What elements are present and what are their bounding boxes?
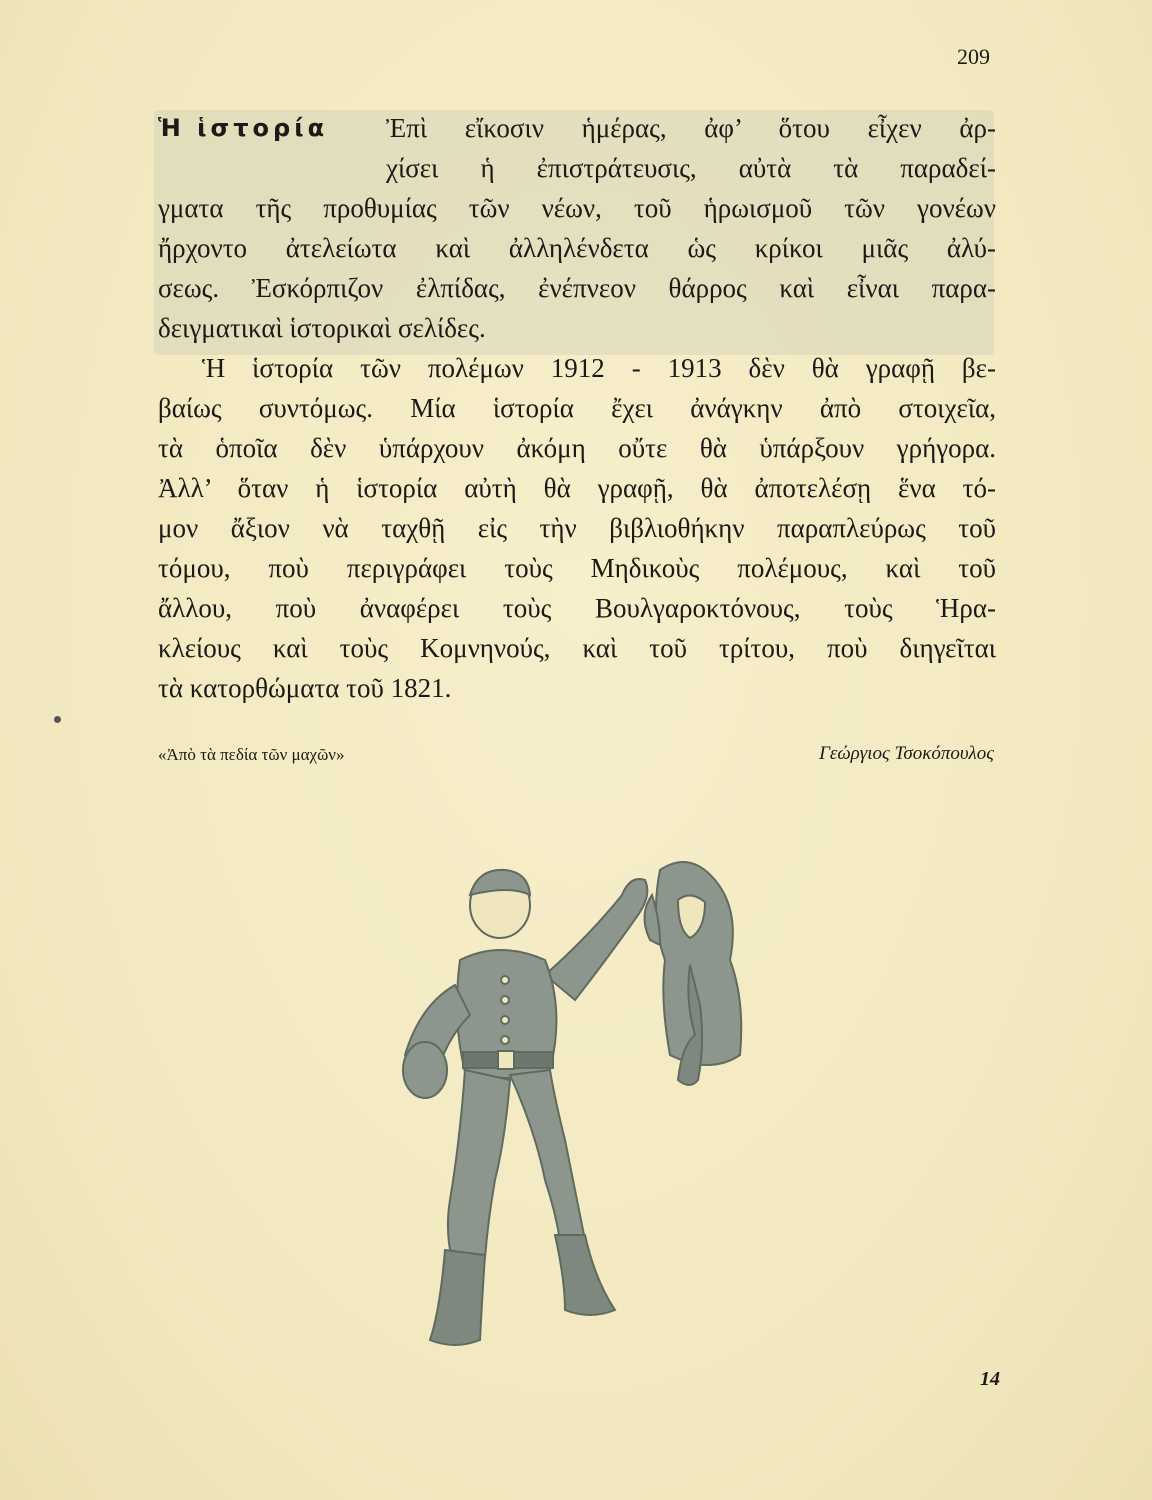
text-line: Ἐπὶ εἴκοσιν ἡμέρας, ἀφ’ ὅτου εἶχεν ἀρ- <box>386 113 996 143</box>
source-citation: «Ἀπὸ τὰ πεδία τῶν μαχῶν» <box>158 745 345 764</box>
text-line: Ἀλλ’ ὅταν ἡ ἱστορία αὐτὴ θὰ γραφῇ, θὰ ἀποτελέσῃ ἕνα τό- <box>158 473 996 503</box>
text-line: ἤρχοντο ἀτελείωτα καὶ ἀλληλένδετα ὡς κρίκοι μιᾶς ἀλύ- <box>158 233 996 263</box>
text-line: τόμου, ποὺ περιγράφει τοὺς Μηδικοὺς πολέμους, καὶ τοῦ <box>158 553 996 583</box>
text-line: χίσει ἡ ἐπιστράτευσις, αὐτὰ τὰ παραδεί- <box>386 153 996 183</box>
ink-dot <box>54 716 61 723</box>
soldier-and-mother-illustration <box>360 840 790 1360</box>
text-line: ἄλλου, ποὺ ἀναφέρει τοὺς Βουλγαροκτόνους, τοὺς Ἡρα- <box>158 593 996 623</box>
text-line: κλείους καὶ τοὺς Κομνηνούς, καὶ τοῦ τρίτου, ποὺ διηγεῖται <box>158 633 996 663</box>
text-line: μον ἄξιον νὰ ταχθῇ εἰς τὴν βιβλιοθήκην παραπλεύρως τοῦ <box>158 513 996 543</box>
text-line: σεως. Ἐσκόρπιζον ἐλπίδας, ἐνέπνεον θάρρος καὶ εἶναι παρα- <box>158 273 996 303</box>
text-line: δειγματικαὶ ἱστορικαὶ σελίδες. <box>158 313 486 343</box>
text-line: τὰ ὁποῖα δὲν ὑπάρχουν ἀκόμη οὔτε θὰ ὑπάρξουν γρήγορα. <box>158 433 996 463</box>
text-line: Ἡ ἱστορία τῶν πολέμων 1912 - 1913 δὲν θὰ γραφῇ βε- <box>202 353 996 383</box>
signature-mark: 14 <box>980 1368 1000 1390</box>
body-text <box>158 108 996 708</box>
page-number: 209 <box>957 44 990 69</box>
text-line: βαίως συντόμως. Μία ἱστορία ἔχει ἀνάγκην ἀπὸ στοιχεῖα, <box>158 393 996 423</box>
text-line: γματα τῆς προθυμίας τῶν νέων, τοῦ ἡρωισμοῦ τῶν γονέων <box>158 193 996 223</box>
text-line: τὰ κατορθώματα τοῦ 1821. <box>158 673 452 703</box>
section-heading: Ἡ ἱστορία <box>158 114 329 142</box>
author-name: Γεώργιος Τσοκόπουλος <box>819 743 994 764</box>
